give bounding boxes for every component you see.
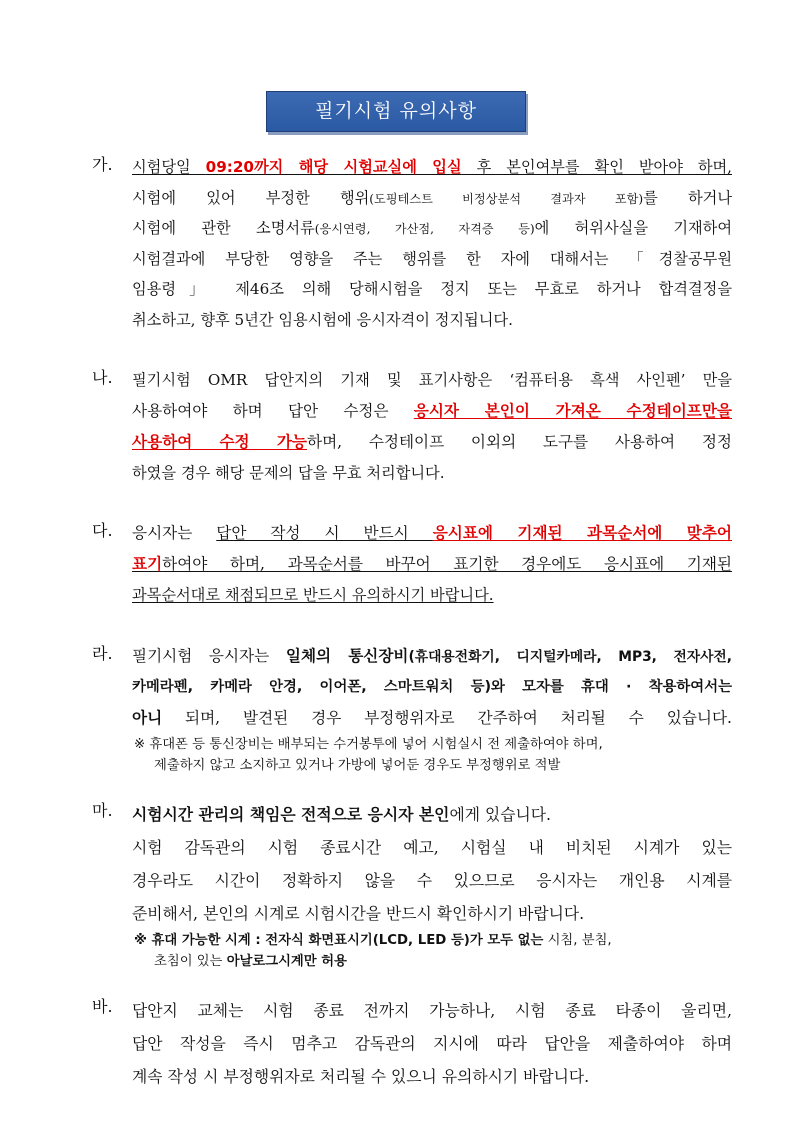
- emphasis-text: 사용하여 수정 가능: [132, 432, 307, 451]
- emphasis-text: 응시표에 기재된 과목순서에 맞추어: [432, 524, 732, 542]
- small-text: (응시연령, 가산점, 자격증 등): [314, 222, 535, 236]
- section-marker: 라.: [92, 643, 113, 663]
- text-span: 응시자는: [132, 524, 217, 542]
- section-line: [132, 213, 732, 244]
- bold-text: 아니: [132, 708, 163, 727]
- page-title: 필기시험 유의사항: [266, 91, 526, 132]
- note-line: ※ 휴대폰 등 통신장비는 배부되는 수거봉투에 넣어 시험실시 전 제출하여야 하며,: [134, 736, 603, 752]
- section-line: [132, 152, 732, 183]
- note-line: [132, 930, 732, 951]
- section-line: [132, 641, 732, 672]
- text-span: 사용하여야 하며 답안 수정은: [132, 401, 414, 420]
- section-line: [132, 427, 732, 458]
- section-line: 과목순서대로 채점되므로 반드시 유의하시기 바랍니다.: [132, 586, 494, 604]
- section-line: [132, 518, 732, 549]
- section-line: [132, 703, 732, 734]
- emphasis-text: 표기: [132, 555, 163, 573]
- section-line: 카메라펜, 카메라 안경, 이어폰, 스마트워치 등)와 모자를 휴대 · 착용하여서는: [132, 678, 732, 695]
- section-ba: [92, 994, 732, 1093]
- section-da: [92, 518, 732, 611]
- text-span: 시험당일: [132, 158, 206, 176]
- text-span: 를 하거나: [643, 188, 732, 207]
- text-span: 시험에 관한 소명서류: [132, 219, 315, 237]
- text-span: 초침이 있는: [154, 953, 227, 969]
- section-line: [132, 396, 732, 427]
- underlined-text: 답안 작성 시 반드시: [216, 524, 433, 542]
- section-line: 하였을 경우 해당 문제의 답을 무효 처리합니다.: [132, 463, 445, 482]
- section-line: [132, 549, 732, 580]
- section-marker: 마.: [92, 800, 113, 820]
- emphasis-text: 09:20까지 해당 시험교실에 입실: [205, 158, 462, 176]
- section-line: 계속 작성 시 부정행위자로 처리될 수 있으니 유의하시기 바랍니다.: [132, 1066, 590, 1086]
- note-line: 제출하지 않고 소지하고 있거나 가방에 넣어둔 경우도 부정행위로 적발: [154, 757, 561, 773]
- section-marker: 바.: [92, 996, 113, 1016]
- section-line: 답안지 교체는 시험 종료 전까지 가능하나, 시험 종료 타종이 울리면,: [132, 1000, 732, 1020]
- bold-text: 시험시간 관리의 책임은 전적으로 응시자 본인: [132, 804, 450, 824]
- bold-text: ※ 휴대 가능한 시계 : 전자식 화면표시기(LCD, LED 등)가 모두 없는: [134, 932, 544, 948]
- section-ma: [92, 798, 732, 972]
- small-text: (도핑테스트 비정상분석 결과자 포함): [369, 191, 644, 206]
- section-line: 시험 감독관의 시험 종료시간 예고, 시험실 내 비치된 시계가 있는: [132, 837, 732, 857]
- section-line: 임용령」 제46조 의해 당해시험을 정지 또는 무효로 하거나 합격결정을: [132, 280, 732, 298]
- text-span: 필기시험 응시자는: [132, 646, 286, 665]
- text-span: 하여야 하며, 과목순서를 바꾸어 표기한 경우에도 응시표에 기재된: [162, 555, 732, 573]
- section-line: [132, 798, 732, 831]
- section-line: 답안 작성을 즉시 멈추고 감독관의 지시에 따라 답안을 제출하여야 하며: [132, 1033, 732, 1053]
- section-na: [92, 365, 732, 488]
- section-marker: 나.: [92, 368, 113, 387]
- text-span: 하며, 수정테이프 이외의 도구를 사용하여 정정: [307, 432, 732, 451]
- section-line: 필기시험 OMR 답안지의 기재 및 표기사항은 ‘컴퓨터용 흑색 사인펜’ 만을: [132, 371, 732, 389]
- section-line: 취소하고, 향후 5년간 임용시험에 응시자격이 정지됩니다.: [132, 310, 513, 329]
- emphasis-text: 응시자 본인이 가져온 수정테이프만을: [413, 401, 732, 420]
- text-span: 시험에 있어 부정한 행위: [132, 188, 370, 207]
- section-line: [132, 183, 732, 214]
- note-line: [132, 951, 732, 972]
- notice-body: [92, 152, 732, 1093]
- bold-text: 아날로그시계만 허용: [226, 953, 347, 969]
- text-span: 에 허위사실을 기재하여: [534, 219, 732, 237]
- text-span: 에게 있습니다.: [449, 804, 552, 824]
- section-line: 시험결과에 부당한 영향을 주는 행위를 한 자에 대해서는 「경찰공무원: [132, 249, 732, 268]
- section-line: 경우라도 시간이 정확하지 않을 수 있으므로 응시자는 개인용 시계를: [132, 870, 732, 890]
- bold-text: 일체의 통신장비: [285, 646, 409, 665]
- text-span: 후 본인여부를 확인 받아야 하며,: [461, 158, 732, 176]
- section-ga: [92, 152, 732, 335]
- bold-text: (휴대용전화기, 디지털카메라, MP3, 전자사전,: [408, 648, 732, 665]
- section-marker: 가.: [92, 155, 113, 174]
- text-span: 시침, 분침,: [543, 932, 612, 948]
- section-marker: 다.: [92, 521, 113, 540]
- text-span: 되며, 발견된 경우 부정행위자로 간주하여 처리될 수 있습니다.: [162, 708, 732, 727]
- section-line: 준비해서, 본인의 시계로 시험시간을 반드시 확인하시기 바랍니다.: [132, 903, 585, 923]
- section-ra: [92, 641, 732, 776]
